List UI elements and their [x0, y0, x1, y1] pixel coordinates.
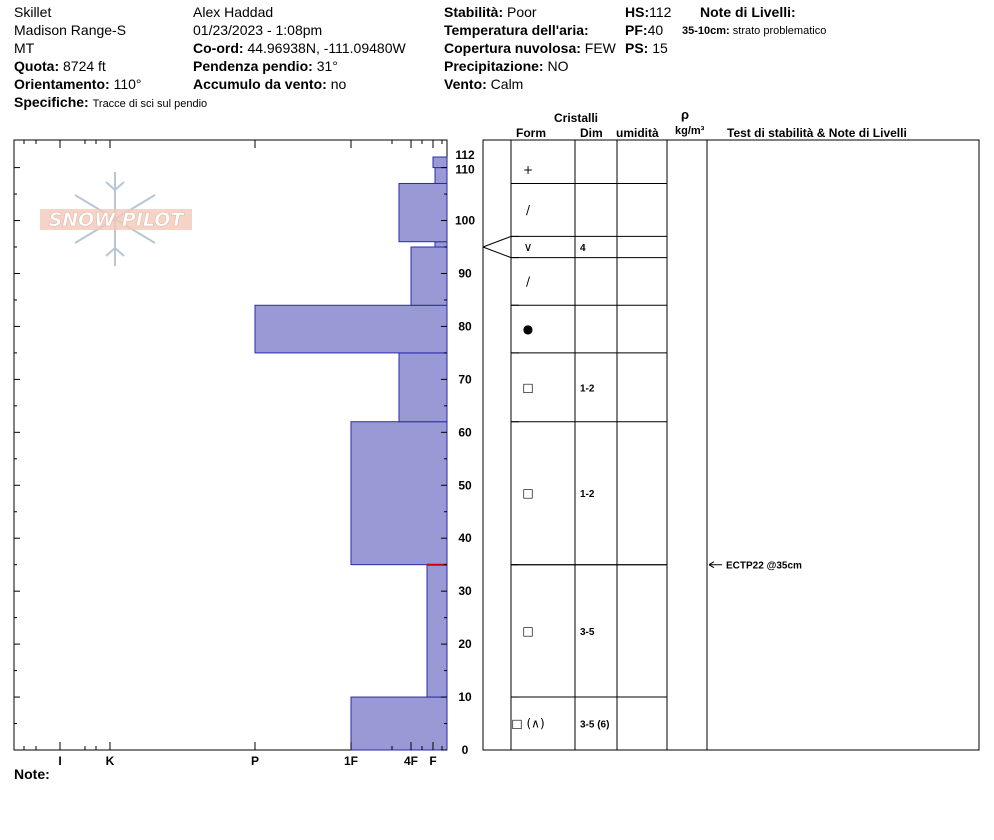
hardness-bar — [435, 168, 447, 184]
test-label: ECTP22 @35cm — [726, 560, 802, 572]
ps-value: 15 — [652, 40, 668, 56]
hs-value: 112 — [649, 4, 672, 20]
height-tick-label: 110 — [455, 162, 475, 177]
hardness-bar — [399, 353, 447, 422]
coord-label: Co-ord: — [193, 40, 244, 56]
grain-form-symbol: / — [525, 274, 531, 289]
layer-notes-label: Note di Livelli: — [700, 4, 796, 20]
air-temp-label: Temperatura dell'aria: — [444, 22, 589, 38]
grain-form-symbol: ● — [522, 322, 534, 337]
density-header: kg/m³ — [675, 125, 705, 137]
wind-loading-value: no — [330, 76, 347, 92]
height-tick-label: 30 — [458, 584, 472, 599]
rho-header: ρ — [681, 107, 690, 122]
height-tick-label: 100 — [454, 213, 476, 228]
precip-value: NO — [547, 58, 569, 74]
height-tick-label: 60 — [458, 425, 472, 440]
height-tick-label: 40 — [458, 531, 472, 546]
slope-label: Pendenza pendio: — [193, 58, 313, 74]
hardness-bar — [399, 183, 447, 241]
pf-label: PF: — [625, 22, 648, 38]
location: Skillet — [14, 4, 52, 20]
grain-size: 4 — [580, 243, 586, 255]
crystals-header: Cristalli — [554, 111, 599, 125]
hardness-tick-label: 4F — [403, 754, 419, 768]
size-header: Dim — [580, 126, 603, 140]
hardness-bar — [351, 422, 447, 565]
aspect-label: Orientamento: — [14, 76, 110, 92]
ps-label: PS: — [625, 40, 649, 56]
grain-form-symbol: ∨ — [523, 240, 533, 255]
height-tick-label: 80 — [458, 319, 472, 334]
hardness-tick-label: I — [58, 754, 62, 768]
grain-form-symbol: □ (∧) — [511, 716, 545, 731]
test-arrow-icon — [709, 562, 722, 568]
moisture-header: umidità — [616, 126, 659, 140]
layer-note-range: 35-10cm: — [682, 25, 730, 37]
specifics-value: Tracce di sci sul pendio — [92, 98, 208, 110]
grain-size: 1-2 — [580, 383, 595, 395]
layer-table-frame — [483, 140, 979, 750]
elevation-value: 8724 ft — [63, 58, 106, 74]
coord-value: 44.96938N, -111.09480W — [247, 40, 406, 56]
stability-tests — [511, 561, 802, 572]
hardness-bar — [433, 157, 447, 168]
stability-label: Stabilità: — [444, 4, 504, 20]
aspect-value: 110° — [113, 76, 142, 92]
hardness-tick-label: F — [429, 754, 437, 768]
hardness-bars — [255, 157, 447, 750]
hardness-tick-label: K — [105, 754, 115, 768]
range: Madison Range-S — [14, 22, 127, 38]
grain-form-symbol: □ — [522, 623, 534, 638]
grain-size: 3-5 — [580, 626, 595, 638]
logo-text: SNOW PILOT — [48, 209, 184, 231]
grain-size: 3-5 (6) — [580, 719, 610, 731]
form-header: Form — [516, 126, 546, 140]
height-tick-label: 20 — [458, 637, 472, 652]
slope-value: 31° — [316, 58, 338, 74]
layer-note-text: strato problematico — [732, 25, 827, 37]
hs-label: HS: — [625, 4, 650, 20]
state: MT — [14, 40, 35, 56]
snowpilot-logo — [40, 172, 192, 266]
grain-form-symbol: □ — [522, 380, 534, 395]
wind-loading-label: Accumulo da vento: — [193, 76, 327, 92]
datetime: 01/23/2023 - 1:08pm — [193, 22, 323, 38]
wind-value: Calm — [490, 76, 524, 92]
hardness-bar — [255, 305, 447, 353]
elevation-label: Quota: — [14, 58, 60, 74]
height-tick-label: 50 — [458, 478, 472, 493]
specifics-label: Specifiche: — [14, 94, 89, 110]
wind-label: Vento: — [444, 76, 487, 92]
note-label: Note: — [14, 766, 50, 782]
stability-value: Poor — [507, 4, 537, 20]
layer-connector — [483, 247, 511, 258]
tests-header: Test di stabilità & Note di Livelli — [727, 126, 907, 140]
sky-label: Copertura nuvolosa: — [444, 40, 581, 56]
hardness-tick-label: P — [250, 754, 260, 768]
hardness-bar — [427, 565, 447, 697]
height-tick-label: 0 — [461, 743, 469, 757]
sky-value: FEW — [584, 40, 616, 56]
hardness-bar — [411, 247, 447, 305]
height-tick-label: 112 — [455, 148, 475, 162]
layer-connector — [483, 236, 511, 247]
grain-size: 1-2 — [580, 489, 595, 501]
pf-value: 40 — [647, 22, 664, 38]
height-tick-label: 70 — [458, 372, 472, 387]
hardness-tick-label: 1F — [343, 754, 359, 768]
grain-form-symbol: / — [525, 202, 531, 217]
observer: Alex Haddad — [193, 4, 274, 20]
height-tick-label: 90 — [458, 266, 472, 281]
grain-form-symbol: + — [522, 163, 534, 178]
hardness-bar — [435, 242, 447, 247]
precip-label: Precipitazione: — [444, 58, 544, 74]
grain-form-symbol: □ — [522, 486, 534, 501]
height-tick-label: 10 — [458, 690, 472, 705]
